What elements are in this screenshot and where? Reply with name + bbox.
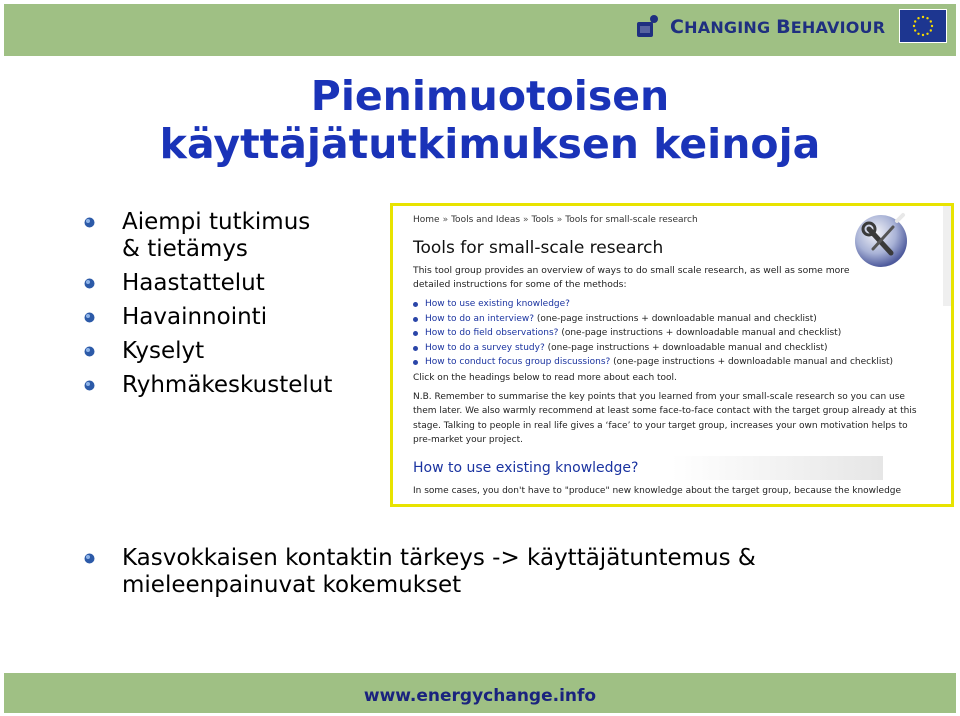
flag-star [922,16,924,18]
breadcrumb-current: Tools for small-scale research [565,215,698,225]
link-focus-groups[interactable]: How to conduct focus group discussions? [425,357,611,368]
flag-star [930,29,932,31]
list-item: Haastattelut [84,270,332,297]
breadcrumb-tools-and-ideas[interactable]: Tools and Ideas [451,215,521,225]
flag-star [930,20,932,22]
bullet-icon [84,312,95,323]
bullet-list [84,209,332,406]
flag-star [926,17,928,19]
bullet-icon [84,553,95,564]
list-item: How to do a survey study? (one-page instructions + downloadable manual and checklist) [413,341,893,356]
screenshot-intro: This tool group provides an overview of ways to do small scale research, as well as some more detailed instructions for some of the methods: [413,265,850,290]
bullet-icon [84,278,95,289]
flag-star [914,20,916,22]
flag-star [931,25,933,27]
list-item: Aiempi tutkimus & tietämys [84,209,332,263]
breadcrumb-tools[interactable]: Tools [531,215,554,225]
bullet-icon [84,217,95,228]
nb-paragraph: N.B. Remember to summarise the key points that you learned from your small-scale research so you can use them later. We also warmly recommend at least some face-to-face contact with the target group already at this stage. Talking to people in real life gives a ‘face’ to your target group, increases your own motivation helps to pre-market your project. [413,392,917,446]
footer-url: www.energychange.info [363,686,597,706]
bullet-icon [84,380,95,391]
flag-star [922,34,924,36]
bottom-bullet: Kasvokkaisen kontaktin tärkeys -> käyttäjätuntemus & mieleenpainuvat kokemukset [84,545,914,599]
list-item: Ryhmäkeskustelut [84,372,332,399]
scrollbar [943,206,951,306]
list-item [413,297,893,312]
click-instruction: Click on the headings below to read more about each tool. [413,373,677,383]
section-heading: How to use existing knowledge? [413,456,883,480]
brand [636,10,885,44]
list-item: Kyselyt [84,338,332,365]
brand-name: CHANGING BEHAVIOUR [670,16,886,38]
wrench-screwdriver-icon [851,209,911,269]
bullet-icon [84,346,95,357]
eu-flag-icon [899,9,947,43]
list-item: How to conduct focus group discussions? (one-page instructions + downloadable manual and checklist) [413,355,893,370]
screenshot-page-title: Tools for small-scale research [413,238,664,258]
flag-star [914,29,916,31]
list-item: How to do an interview? (one-page instructions + downloadable manual and checklist) [413,312,893,327]
website-screenshot [390,203,954,507]
person-book-icon [636,13,660,41]
page-title: Pienimuotoisen käyttäjätutkimuksen keinoja [159,72,821,168]
breadcrumb-home[interactable]: Home [413,215,440,225]
flag-star [926,33,928,35]
link-survey-study[interactable]: How to do a survey study? [425,342,545,353]
link-field-observations[interactable]: How to do field observations? [425,328,559,339]
breadcrumb: Home » Tools and Ideas » Tools » Tools for small-scale research [413,215,698,225]
flag-star [917,33,919,35]
flag-star [913,25,915,27]
link-interview[interactable]: How to do an interview? [425,313,535,324]
flag-star [917,17,919,19]
link-existing-knowledge[interactable]: How to use existing knowledge? [425,299,570,309]
list-item: How to do field observations? (one-page instructions + downloadable manual and checklist) [413,326,893,341]
link-list [413,297,893,370]
section-body: In some cases, you don't have to "produce" new knowledge about the target group, because the knowledge [413,486,902,496]
list-item: Havainnointi [84,304,332,331]
